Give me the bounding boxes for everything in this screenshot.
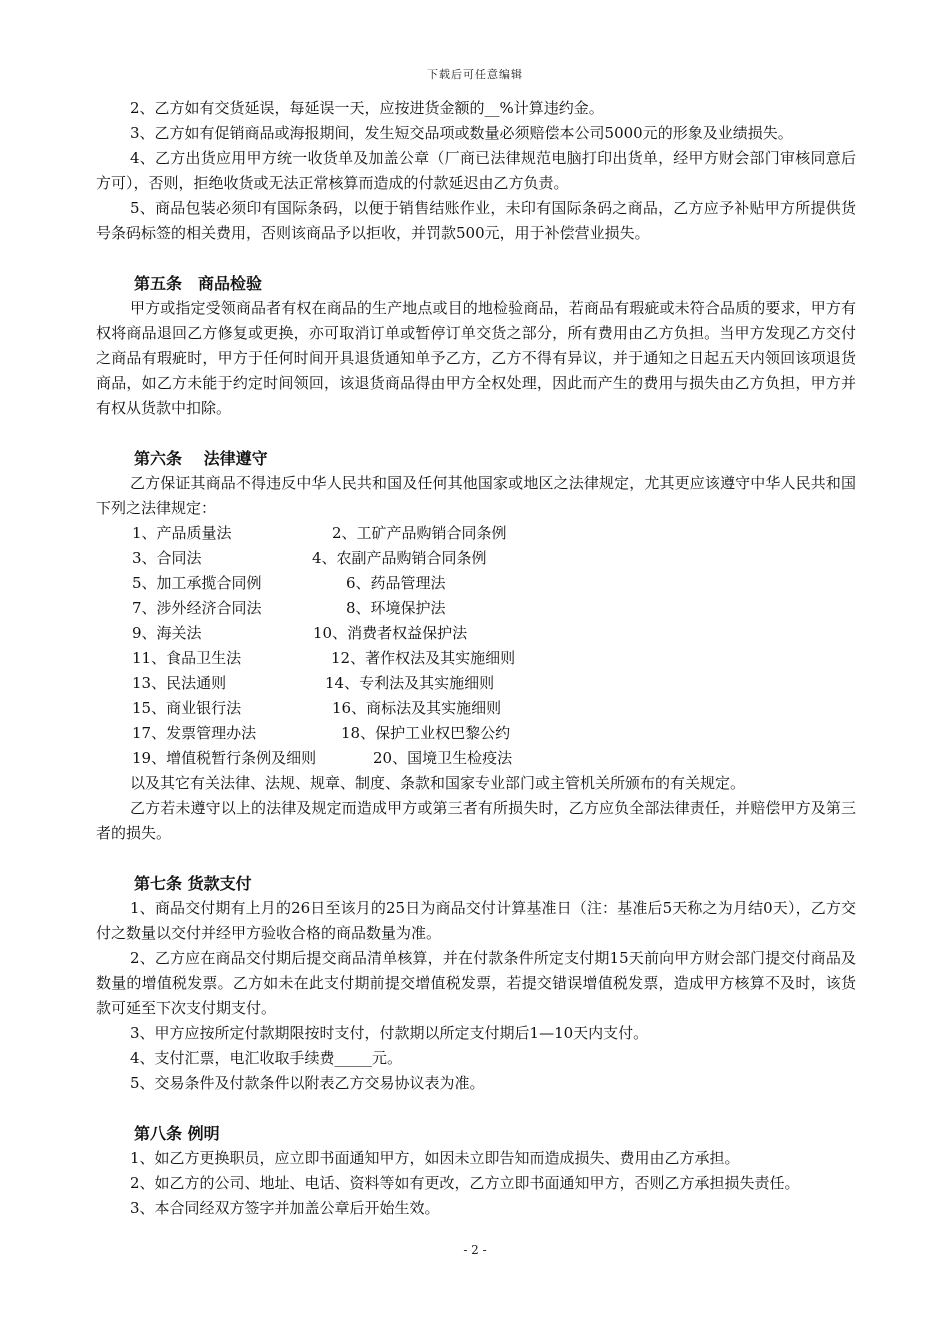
law-item: 7、涉外经济合同法	[132, 599, 262, 617]
clause-item: 3、乙方如有促销商品或海报期间，发生短交品项或数量必须赔偿本公司5000元的形象及业绩损失。	[130, 124, 793, 142]
law-item: 12、著作权法及其实施细则	[331, 649, 516, 667]
law-item: 8、环境保护法	[346, 599, 446, 617]
article-6-title: 第六条 法律遵守	[134, 449, 268, 468]
notice-item: 3、本合同经双方签字并加盖公章后开始生效。	[130, 1199, 440, 1217]
page-header: 下载后可任意编辑	[427, 68, 523, 81]
article-6-intro: 乙方保证其商品不得违反中华人民共和国及任何其他国家或地区之法律规定，尤其更应该遵守中华人民共和国下列之法律规定：	[96, 474, 856, 517]
law-item: 11、食品卫生法	[132, 649, 242, 667]
law-item: 2、工矿产品购销合同条例	[332, 524, 507, 542]
law-item: 5、加工承揽合同例	[132, 574, 262, 592]
law-item: 20、国境卫生检疫法	[373, 749, 513, 767]
clause-item: 5、商品包装必须印有国际条码，以便于销售结账作业，未印有国际条码之商品，乙方应予补贴甲方所提供货号条码标签的相关费用，否则该商品予以拒收，并罚款500元，用于补偿营业损失。	[96, 199, 856, 242]
clause-item: 2、乙方如有交货延误，每延误一天，应按进货金额的__%计算违约金。	[130, 99, 604, 117]
law-row	[96, 596, 856, 621]
law-row	[96, 521, 856, 546]
law-item: 10、消费者权益保护法	[313, 624, 468, 642]
law-item: 15、商业银行法	[132, 699, 242, 717]
article-5-body: 甲方或指定受领商品者有权在商品的生产地点或目的地检验商品，若商品有瑕疵或未符合品质的要求，甲方有权将商品退回乙方修复或更换，亦可取消订单或暂停订单交货之部分，所有费用由乙方负担。当甲方发现乙方交付之商品有瑕疵时，甲方于任何时间开具退货通知单予乙方，乙方不得有异议，并于通知之日起五天内领回该项退货商品，如乙方未能于约定时间领回，该退货商品得由甲方全权处理，因此而产生的费用与损失由乙方负担，甲方并有权从货款中扣除。	[96, 299, 856, 417]
document-body	[96, 96, 856, 1221]
law-item: 4、农副产品购销合同条例	[312, 549, 487, 567]
law-row	[96, 696, 856, 721]
law-row	[96, 746, 856, 771]
law-item: 6、药品管理法	[346, 574, 446, 592]
law-item: 13、民法通则	[132, 674, 227, 692]
payment-item: 2、乙方应在商品交付期后提交商品清单核算，并在付款条件所定支付期15天前向甲方财会部门提交付商品及数量的增值税发票。乙方如未在此支付期前提交增值税发票，若提交错误增值税发票，造成甲方核算不及时，该货款可延至下次支付期支付。	[96, 949, 856, 1017]
law-row	[96, 671, 856, 696]
law-item: 1、产品质量法	[132, 524, 232, 542]
payment-item: 5、交易条件及付款条件以附表乙方交易协议表为准。	[130, 1074, 485, 1092]
law-row	[96, 621, 856, 646]
payment-item: 1、商品交付期有上月的26日至该月的25日为商品交付计算基准日（注：基准后5天称之为月结0天），乙方交付之数量以交付并经甲方验收合格的商品数量为准。	[96, 899, 856, 942]
notice-item: 2、如乙方的公司、地址、电话、资料等如有更改，乙方立即书面通知甲方，否则乙方承担损失责任。	[130, 1174, 800, 1192]
law-item: 3、合同法	[132, 549, 202, 567]
payment-item: 4、支付汇票，电汇收取手续费_____元。	[130, 1049, 403, 1067]
law-item: 14、专利法及其实施细则	[325, 674, 495, 692]
law-item: 17、发票管理办法	[132, 724, 257, 742]
article-6-liability: 乙方若未遵守以上的法律及规定而造成甲方或第三者有所损失时，乙方应负全部法律责任，并赔偿甲方及第三者的损失。	[96, 799, 856, 842]
article-8-title: 第八条 例明	[134, 1124, 220, 1143]
law-row	[96, 546, 856, 571]
clause-item: 4、乙方出货应用甲方统一收货单及加盖公章（厂商已法律规范电脑打印出货单，经甲方财会部门审核同意后方可），否则，拒绝收货或无法正常核算而造成的付款延迟由乙方负责。	[96, 149, 856, 192]
law-item: 9、海关法	[132, 624, 202, 642]
page-number: - 2 -	[463, 1243, 487, 1257]
payment-item: 3、甲方应按所定付款期限按时支付，付款期以所定支付期后1—10天内支付。	[130, 1024, 649, 1042]
article-5-title: 第五条 商品检验	[134, 274, 263, 293]
notice-item: 1、如乙方更换职员，应立即书面通知甲方，如因未立即告知而造成损失、费用由乙方承担。	[130, 1149, 740, 1167]
article-7-title: 第七条 货款支付	[134, 874, 252, 893]
law-item: 19、增值税暂行条例及细则	[132, 749, 317, 767]
law-row	[96, 571, 856, 596]
law-row	[96, 721, 856, 746]
law-item: 18、保护工业权巴黎公约	[341, 724, 511, 742]
law-item: 16、商标法及其实施细则	[332, 699, 502, 717]
law-row	[96, 646, 856, 671]
article-6-tail: 以及其它有关法律、法规、规章、制度、条款和国家专业部门或主管机关所颁布的有关规定。	[130, 774, 746, 792]
